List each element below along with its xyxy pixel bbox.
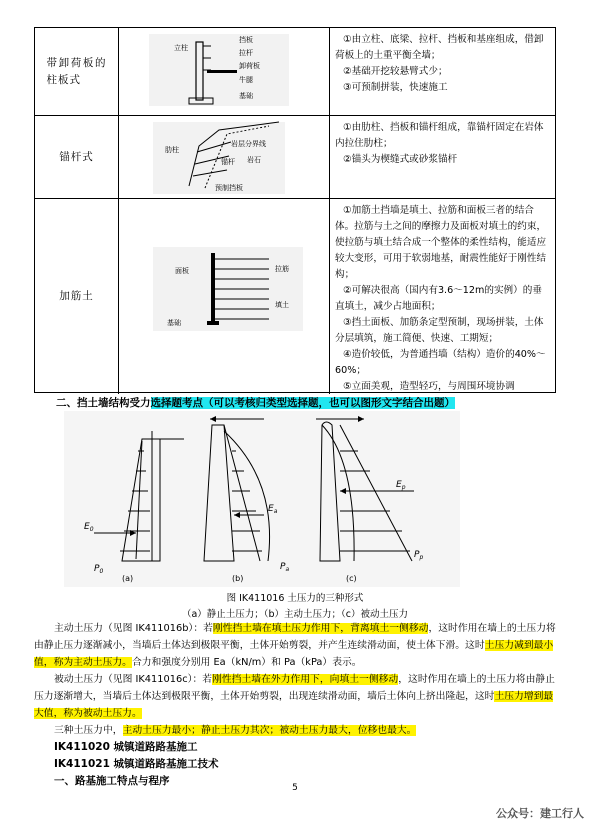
table-row: [35, 199, 555, 394]
body-text: [34, 620, 556, 790]
caption-b: (b): [232, 574, 244, 583]
figure-subcaption: （a）静止土压力；（b）主动土压力；（c）被动土压力: [181, 609, 409, 620]
earth-pressure-figure: [64, 411, 460, 587]
fig-label-anchor: 锚杆: [221, 158, 235, 166]
fig-label-tie: 拉杆: [239, 49, 253, 57]
section-heading: [56, 395, 455, 410]
row-name: 锚杆式: [59, 150, 94, 163]
figure-caption: 图 IK411016 土压力的三种形式: [226, 593, 364, 604]
desc-line: ①加筋土挡墙是填土、拉筋和面板三者的结合体。拉筋与土之间的摩擦力及面板对填土的约束，使拉筋与填土结合成一个整体的柔性结构，能适应较大变形，可用于软弱地基，耐震性能好于刚性结构；: [335, 205, 547, 280]
row-name: 加筋土: [59, 290, 94, 302]
reinforced-earth-figure: [119, 199, 330, 394]
heading-features: 一、路基施工特点与程序: [54, 775, 170, 787]
label-ea: $E_a$: [268, 504, 278, 515]
watermark-brand: 公众号：建工行人: [496, 807, 584, 820]
label-e0: $E_0$: [84, 522, 94, 533]
fig-label-column: 立柱: [174, 44, 188, 52]
row-name: 带卸荷板的柱板式: [46, 56, 107, 86]
label-pp: $P_p$: [414, 550, 424, 561]
page-number: 5: [292, 783, 298, 793]
desc-line: ①由肋柱、挡板和锚杆组成，靠锚杆固定在岩体内拉住肋柱；: [335, 122, 544, 149]
para-active-pressure: 主动土压力（见图 IK411016b）：若刚性挡土墙在填土压力作用下，背离填土一侧移动，这时作用在墙上的土压力将由静止压力逐渐减小，当墙后土体达到极限平衡，土体开始剪裂，并产生连续滑动面，使土体下滑。这时土压力减到最小值，称为主动土压力。合力和强度分别用 Ea（kN/m）和 Pa（kPa）表示。: [34, 623, 556, 668]
desc-line: ③可预制拼装，快速施工: [343, 82, 448, 93]
caption-a: (a): [122, 574, 134, 583]
label-ep: $E_p$: [396, 480, 406, 491]
wall-types-table: [34, 27, 556, 393]
fig-label-base: 基础: [167, 319, 181, 327]
para-comparison: 三种土压力中，主动土压力最小；静止土压力其次；被动土压力最大，位移也最大。: [54, 725, 417, 736]
table-row: [35, 116, 555, 199]
earth-pressure-diagram: [64, 411, 460, 587]
fig-label-plate: 挡板: [239, 36, 253, 44]
heading-subgrade: IK411020 城镇道路路基施工: [54, 741, 198, 753]
fig-label-relief-plate: 卸荷板: [239, 62, 260, 70]
row-name-cell: [35, 199, 119, 394]
row-desc-cell: [330, 199, 555, 394]
para-passive-pressure: 被动土压力（见图 IK411016c）：若刚性挡土墙在外力作用下，向填土一侧移动，这时作用在墙上的土压力将由静止压力逐渐增大，当墙后土体达到极限平衡，土体开始剪裂，出现连续滑动面，墙后土体向上挤出隆起，这时土压力增到最大值，称为被动土压力。: [34, 674, 555, 719]
row-desc-cell: [330, 116, 555, 198]
fig-label-corbel: 牛腿: [239, 76, 253, 84]
label-p0: $P_0$: [94, 564, 104, 575]
section-title: 二、挡土墙结构受力: [56, 397, 151, 409]
anchor-wall-figure: [119, 116, 330, 199]
exam-highlight: 选择题考点（可以考核归类型选择题，也可以图形文字结合出题）: [150, 397, 455, 409]
row-desc-cell: [330, 28, 555, 115]
column-plate-wall-figure: [119, 28, 330, 116]
row-figure-cell: [119, 116, 330, 198]
fig-label-rib: 肋柱: [165, 146, 179, 154]
row-name-cell: [35, 116, 119, 198]
fig-label-fill: 填土: [275, 301, 289, 309]
heading-subgrade-tech: IK411021 城镇道路路基施工技术: [54, 758, 219, 770]
desc-line: ①由立柱、底梁、拉杆、挡板和基座组成，借卸荷板上的土重平衡全墙；: [335, 34, 544, 61]
desc-line: ②锚头为楔缝式或砂浆锚杆: [343, 154, 458, 165]
table-row: [35, 28, 555, 116]
caption-c: (c): [346, 574, 357, 583]
row-name-cell: [35, 28, 119, 115]
fig-label-precast-plate: 预制挡板: [215, 184, 243, 192]
fig-label-rock: 岩石: [247, 156, 261, 164]
row-figure-cell: [119, 199, 330, 394]
fig-label-strip: 拉筋: [275, 265, 289, 273]
desc-line: ④造价较低，为普通挡墙（结构）造价的40%～60%；: [335, 349, 546, 376]
desc-line: ②基础开挖较悬臂式少；: [343, 66, 448, 77]
desc-line: ⑤立面美观，造型轻巧，与周围环境协调: [343, 381, 515, 392]
desc-line: ③挡土面板、加筋条定型预制，现场拼装，土体分层填筑，施工简便、快速、工期短；: [335, 317, 544, 344]
fig-label-panel: 面板: [175, 267, 189, 275]
fig-label-foundation: 基础: [239, 92, 253, 100]
label-pa: $P_a$: [280, 562, 290, 573]
row-figure-cell: [119, 28, 330, 115]
fig-label-rock-boundary: 岩层分界线: [231, 140, 266, 148]
desc-line: ②可解决很高（国内有3.6～12m的实例）的垂直填土，减少占地面积；: [335, 285, 542, 312]
